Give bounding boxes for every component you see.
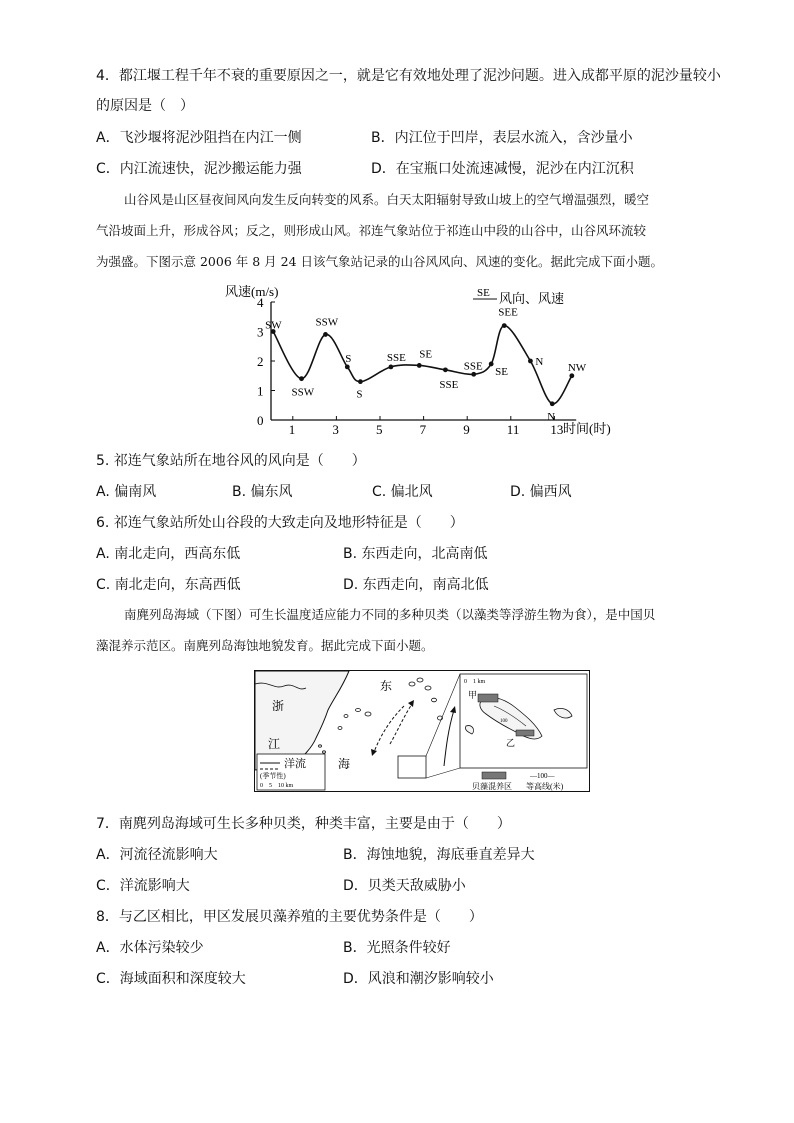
label-dong: 东 xyxy=(380,679,393,693)
wind-chart xyxy=(215,280,625,440)
q8-option-a[interactable]: A．水体污染较少 xyxy=(96,940,204,956)
y-tick-label: 4 xyxy=(257,295,264,310)
data-point xyxy=(569,373,574,378)
data-point xyxy=(417,363,422,368)
wind-direction-label: SSE xyxy=(439,378,459,391)
q5-stem: 5. 祁连气象站所在地谷风的风向是（ ） xyxy=(96,453,366,469)
q7-option-d[interactable]: D．贝类天敌威胁小 xyxy=(343,878,466,894)
x-tick-label: 7 xyxy=(419,422,427,437)
legend-symbol: SE xyxy=(477,287,490,299)
q8-option-d[interactable]: D．风浪和潮汐影响较小 xyxy=(343,971,494,987)
wind-direction-label: SE xyxy=(419,348,433,361)
q6-option-a[interactable]: A. 南北走向，西高东低 xyxy=(96,546,241,562)
wind-direction-label: SEE xyxy=(498,306,518,319)
q4-option-a[interactable]: A．飞沙堰将泥沙阻挡在内江一侧 xyxy=(96,130,302,146)
data-point xyxy=(299,376,304,381)
q8-option-b[interactable]: B．光照条件较好 xyxy=(343,940,451,956)
x-tick-label: 13 xyxy=(550,422,564,437)
data-point xyxy=(471,372,476,377)
legend-season: (季节性) xyxy=(260,772,286,780)
x-tick-label: 3 xyxy=(332,422,339,437)
legend-zone-swatch xyxy=(482,772,506,779)
passage1-line2: 气沿坡面上升，形成谷风；反之，则形成山风。祁连气象站位于祁连山中段的山谷中，山谷风环流较 xyxy=(96,223,647,238)
label-yi: 乙 xyxy=(506,738,516,748)
x-tick-label: 1 xyxy=(288,422,296,437)
q6-stem: 6. 祁连气象站所处山谷段的大致走向及地形特征是（ ） xyxy=(96,515,464,531)
y-tick-label: 0 xyxy=(257,413,264,428)
wind-direction-label: SW xyxy=(265,319,282,332)
data-point xyxy=(502,323,507,328)
data-point xyxy=(528,359,533,364)
x-tick-label: 9 xyxy=(463,422,470,437)
chart-ylabel: 风速(m/s) xyxy=(225,284,279,299)
label-jia: 甲 xyxy=(468,690,478,700)
q6-option-c[interactable]: C. 南北走向，东高西低 xyxy=(96,577,241,593)
q6-option-d[interactable]: D. 东西走向，南高北低 xyxy=(343,577,489,593)
wind-direction-label: SSW xyxy=(291,386,315,399)
passage1-line3: 为强盛。下图示意 2006 年 8 月 24 日该气象站记录的山谷风风向、风速的变化。据此完成下面小题。 xyxy=(96,254,664,269)
passage1-line1: 山谷风是山区昼夜间风向发生反向转变的风系。白天太阳辐射导致山坡上的空气增温强烈，暖空 xyxy=(124,192,650,207)
map-scale: 0 5 10 km xyxy=(260,783,294,789)
wind-direction-label: N xyxy=(535,356,544,368)
wind-direction-label: S xyxy=(345,352,352,365)
wind-direction-label: SE xyxy=(495,365,509,378)
q4-option-b[interactable]: B．内江位于凹岸，表层水流入，含沙量小 xyxy=(371,130,633,146)
passage2-line1: 南麂列岛海域（下图）可生长温度适应能力不同的多种贝类（以藻类等浮游生物为食），是中国贝 xyxy=(124,607,656,622)
legend-zone: 贝藻混养区 xyxy=(472,782,512,791)
q8-option-c[interactable]: C．海域面积和深度较大 xyxy=(96,971,246,987)
q6-option-b[interactable]: B. 东西走向，北高南低 xyxy=(343,546,488,562)
q5-option-c[interactable]: C. 偏北风 xyxy=(372,484,433,500)
data-point xyxy=(389,365,394,370)
chart-xlabel: 时间(时) xyxy=(563,421,611,436)
label-hai: 海 xyxy=(338,757,351,771)
legend-current: 洋流 xyxy=(284,758,306,770)
zone-yi xyxy=(516,730,534,736)
legend-contour: 等高线(米) xyxy=(526,782,564,791)
wind-direction-label: SSW xyxy=(315,316,339,329)
q7-option-a[interactable]: A．河流径流影响大 xyxy=(96,847,218,863)
y-tick-label: 2 xyxy=(257,354,264,369)
wind-direction-label: SSE xyxy=(463,360,483,373)
data-point xyxy=(443,367,448,372)
data-point xyxy=(550,401,555,406)
chart-legend xyxy=(473,287,564,306)
y-tick-label: 1 xyxy=(257,383,264,399)
q4-stem-line2: 的原因是（ ） xyxy=(96,98,194,114)
legend-contour-sample: —100— xyxy=(530,772,555,780)
q5-option-a[interactable]: A. 偏南风 xyxy=(96,484,157,500)
data-point xyxy=(345,365,350,370)
inset-scale: 0 1 km xyxy=(464,679,486,685)
q5-option-b[interactable]: B. 偏东风 xyxy=(232,484,293,500)
wind-direction-label: SSE xyxy=(386,351,406,364)
q7-stem: 7．南麂列岛海域可生长多种贝类，种类丰富，主要是由于（ ） xyxy=(96,816,511,832)
x-tick-label: 5 xyxy=(376,422,383,437)
data-point xyxy=(323,332,328,337)
wind-direction-label: NW xyxy=(567,361,587,374)
data-point xyxy=(489,362,494,367)
data-point xyxy=(358,379,363,384)
label-zhe: 浙 xyxy=(272,699,285,713)
q4-stem-line1: 4．都江堰工程千年不衰的重要原因之一，就是它有效地处理了泥沙问题。进入成都平原的泥沙量较小 xyxy=(96,68,721,84)
nanji-map xyxy=(254,670,590,792)
wind-direction-label: N xyxy=(547,410,556,423)
q8-stem: 8．与乙区相比，甲区发展贝藻养殖的主要优势条件是（ ） xyxy=(96,909,483,925)
q4-option-c[interactable]: C．内江流速快，泥沙搬运能力强 xyxy=(96,161,302,177)
wind-direction-label: S xyxy=(356,388,363,401)
legend-label: 风向、风速 xyxy=(499,291,565,306)
label-jiang: 江 xyxy=(268,737,281,751)
passage2-line2: 藻混养示范区。南麂列岛海蚀地貌发育。据此完成下面小题。 xyxy=(96,638,434,653)
zone-jia xyxy=(478,694,498,702)
q7-option-b[interactable]: B．海蚀地貌，海底垂直差异大 xyxy=(343,847,535,863)
wind-speed-line xyxy=(273,326,572,404)
y-tick-label: 3 xyxy=(257,324,264,340)
q5-option-d[interactable]: D. 偏西风 xyxy=(510,484,572,500)
contour-label: 100 xyxy=(500,719,508,724)
q4-option-d[interactable]: D．在宝瓶口处流速减慢，泥沙在内江沉积 xyxy=(371,161,634,177)
x-tick-label: 11 xyxy=(506,422,520,437)
q7-option-c[interactable]: C．洋流影响大 xyxy=(96,878,190,894)
